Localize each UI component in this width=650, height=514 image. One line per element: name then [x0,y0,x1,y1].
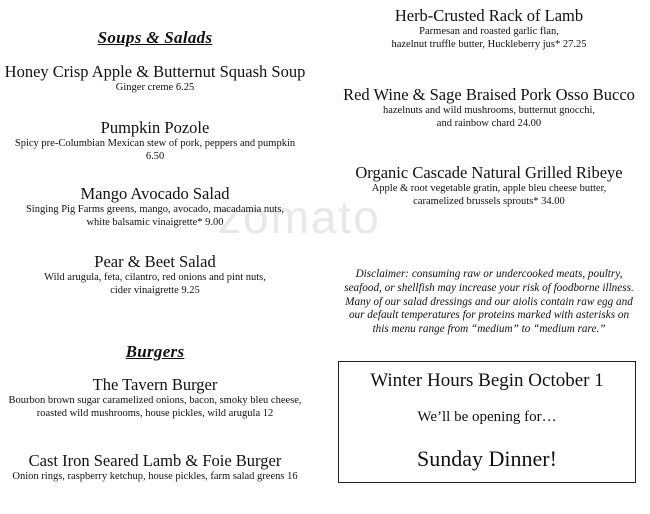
hours-title: Winter Hours Begin October 1 [370,370,604,391]
menu-item-name: Pear & Beet Salad [94,252,216,271]
menu-item-desc: 6.50 [145,151,165,162]
menu-item-name: The Tavern Burger [92,375,218,394]
menu-item-desc: Apple & root vegetable gratin, apple bleu cheese butter, [371,183,607,194]
section-title-burgers: Burgers [125,342,185,361]
hours-announcement: Sunday Dinner! [417,446,557,471]
hours-subtitle: We’ll be opening for… [417,409,557,425]
menu-item-name: Cast Iron Seared Lamb & Foie Burger [28,451,282,470]
menu-item [328,85,650,130]
menu-item [0,252,310,297]
section-title-soups-salads: Soups & Salads [97,28,213,47]
menu-item-desc: caramelized brussels sprouts* 34.00 [413,196,565,207]
menu-item-desc: Ginger creme 6.25 [115,82,195,93]
menu-item-desc: roasted wild mushrooms, house pickles, wild arugula 12 [36,408,274,419]
menu-item [0,118,310,163]
menu-item-desc: Bourbon brown sugar caramelized onions, bacon, smoky bleu cheese, [8,395,302,406]
menu-item-desc: and rainbow chard 24.00 [436,118,542,129]
menu-item [0,451,310,483]
menu-item-name: Mango Avocado Salad [80,184,230,203]
menu-item [0,184,310,229]
disclaimer-line: Disclaimer: consuming raw or undercooked meats, poultry, [355,268,623,280]
menu-item [0,375,310,420]
watermark-logo: zomato [218,191,381,243]
disclaimer-line: Many of our salad dressings and our aiolis contain raw egg and [345,295,633,308]
menu-item [328,6,650,51]
menu-item-desc: Singing Pig Farms greens, mango, avocado, macadamia nuts, [25,204,285,215]
menu-item-desc: Parmesan and roasted garlic flan, [419,26,559,37]
menu-item-name: Herb-Crusted Rack of Lamb [394,6,584,25]
menu-item-name: Honey Crisp Apple & Butternut Squash Soup [4,62,306,81]
menu-item-name: Organic Cascade Natural Grilled Ribeye [355,163,623,182]
disclaimer-line: seafood, or shellfish may increase your risk of foodborne illness. [344,281,634,294]
menu-item-desc: white balsamic vinaigrette* 9.00 [86,217,224,228]
menu-item-desc: hazelnuts and wild mushrooms, butternut gnocchi, [382,105,595,116]
menu-item-desc: Wild arugula, feta, cilantro, red onions and pint nuts, [44,272,266,283]
menu-item-desc: Onion rings, raspberry ketchup, house pickles, farm salad greens 16 [12,471,298,482]
menu-item-desc: cider vinaigrette 9.25 [110,285,200,296]
menu-item-desc: hazelnut truffle butter, Huckleberry jus* 27.25 [391,39,587,50]
menu-item-desc: Spicy pre-Columbian Mexican stew of pork, peppers and pumpkin [14,138,296,149]
winter-hours-box [338,361,636,483]
disclaimer-line: this menu range from “medium” to “medium rare.” [372,323,606,336]
allergy-disclaimer [333,268,645,337]
menu-item [0,62,310,94]
menu-item [328,163,650,208]
menu-item-name: Red Wine & Sage Braised Pork Osso Bucco [343,85,635,104]
menu-item-name: Pumpkin Pozole [100,118,210,137]
disclaimer-line: our default temperatures for proteins marked with asterisks on [348,309,630,322]
